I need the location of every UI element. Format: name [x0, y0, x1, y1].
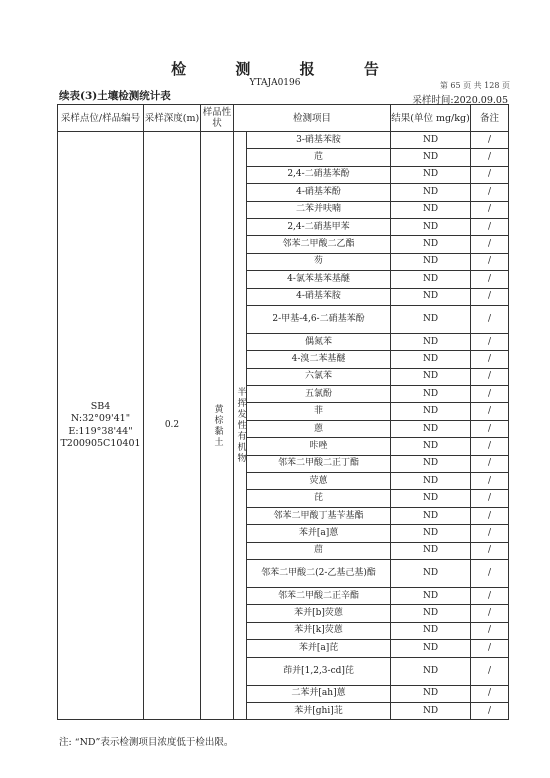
result-cell: ND	[391, 542, 471, 559]
result-cell: ND	[391, 622, 471, 639]
table-title: 续表(3)土壤检测统计表	[59, 90, 171, 102]
result-cell: ND	[391, 473, 471, 490]
note-cell: /	[471, 386, 509, 403]
result-cell: ND	[391, 587, 471, 604]
item-cell: 邻苯二甲酸二正丁酯	[247, 455, 391, 472]
table-row	[58, 132, 509, 149]
result-cell: ND	[391, 288, 471, 305]
note-cell: /	[471, 702, 509, 719]
note-cell: /	[471, 184, 509, 201]
note-cell: /	[471, 149, 509, 166]
note-cell: /	[471, 201, 509, 218]
note-cell: /	[471, 490, 509, 507]
page-number: 第 65 页 共 128 页	[439, 81, 510, 90]
sample-line2: N:32°09'41"	[70, 413, 131, 425]
results-table	[57, 104, 509, 720]
result-cell: ND	[391, 305, 471, 333]
result-cell: ND	[391, 236, 471, 253]
col-header-sample: 采样点位/样品编号	[58, 105, 144, 132]
note-cell: /	[471, 368, 509, 385]
item-cell: 2,4-二硝基甲苯	[247, 218, 391, 235]
note-cell: /	[471, 525, 509, 542]
col-header-result: 结果(单位 mg/kg)	[391, 105, 471, 132]
note-cell: /	[471, 288, 509, 305]
note-cell: /	[471, 132, 509, 149]
result-cell: ND	[391, 685, 471, 702]
table-body	[58, 132, 509, 720]
note-cell: /	[471, 166, 509, 183]
result-cell: ND	[391, 201, 471, 218]
sample-line1: SB4	[90, 400, 111, 412]
sample-line4: T200905C10401	[60, 438, 141, 450]
item-cell: 五氯酚	[247, 386, 391, 403]
result-cell: ND	[391, 507, 471, 524]
item-cell: 苊	[247, 149, 391, 166]
note-cell: /	[471, 305, 509, 333]
note-cell: /	[471, 271, 509, 288]
result-cell: ND	[391, 271, 471, 288]
note-cell: /	[471, 236, 509, 253]
note-cell: /	[471, 438, 509, 455]
footnote: 注: “ND”表示检测项目浓度低于检出限。	[59, 737, 234, 748]
note-cell: /	[471, 403, 509, 420]
item-cell: 邻苯二甲酸二正辛酯	[247, 587, 391, 604]
result-cell: ND	[391, 132, 471, 149]
item-cell: 二苯并[ah]蒽	[247, 685, 391, 702]
category-text: 半挥发性有机物	[235, 387, 246, 465]
sample-line3: E:119°38'44"	[68, 425, 133, 437]
item-cell: 邻苯二甲酸二乙酯	[247, 236, 391, 253]
note-cell: /	[471, 455, 509, 472]
note-cell: /	[471, 420, 509, 437]
item-cell: 2,4-二硝基苯酚	[247, 166, 391, 183]
result-cell: ND	[391, 351, 471, 368]
note-cell: /	[471, 218, 509, 235]
result-cell: ND	[391, 455, 471, 472]
item-cell: 荧蒽	[247, 473, 391, 490]
note-cell: /	[471, 640, 509, 657]
col-header-depth: 采样深度(m)	[144, 105, 201, 132]
item-cell: 二苯并呋喃	[247, 201, 391, 218]
result-cell: ND	[391, 403, 471, 420]
item-cell: 偶氮苯	[247, 333, 391, 350]
result-cell: ND	[391, 640, 471, 657]
item-cell: 苯并[a]蒽	[247, 525, 391, 542]
note-cell: /	[471, 253, 509, 270]
sample-cell	[58, 132, 144, 720]
item-cell: 䓛	[247, 542, 391, 559]
item-cell: 咔唑	[247, 438, 391, 455]
note-cell: /	[471, 473, 509, 490]
item-cell: 苯并[b]荧蒽	[247, 605, 391, 622]
item-cell: 4-硝基苯胺	[247, 288, 391, 305]
item-cell: 蒽	[247, 420, 391, 437]
result-cell: ND	[391, 333, 471, 350]
result-cell: ND	[391, 184, 471, 201]
depth-cell: 0.2	[144, 132, 201, 720]
item-cell: 芴	[247, 253, 391, 270]
item-cell: 4-溴二苯基醚	[247, 351, 391, 368]
result-cell: ND	[391, 386, 471, 403]
result-cell: ND	[391, 149, 471, 166]
result-cell: ND	[391, 218, 471, 235]
col-header-note: 备注	[471, 105, 509, 132]
note-cell: /	[471, 605, 509, 622]
note-cell: /	[471, 351, 509, 368]
property-text: 黄棕黏土	[212, 403, 223, 448]
item-cell: 3-硝基苯胺	[247, 132, 391, 149]
item-cell: 茚并[1,2,3-cd]芘	[247, 657, 391, 685]
result-cell: ND	[391, 605, 471, 622]
table-header-row	[58, 105, 509, 132]
item-cell: 2-甲基-4,6-二硝基苯酚	[247, 305, 391, 333]
result-cell: ND	[391, 702, 471, 719]
item-cell: 4-氯苯基苯基醚	[247, 271, 391, 288]
note-cell: /	[471, 542, 509, 559]
note-cell: /	[471, 622, 509, 639]
item-cell: 4-硝基苯酚	[247, 184, 391, 201]
note-cell: /	[471, 333, 509, 350]
result-cell: ND	[391, 559, 471, 587]
item-cell: 苯并[a]芘	[247, 640, 391, 657]
note-cell: /	[471, 507, 509, 524]
note-cell: /	[471, 559, 509, 587]
note-cell: /	[471, 587, 509, 604]
result-cell: ND	[391, 166, 471, 183]
col-header-item: 检测项目	[234, 105, 391, 132]
note-cell: /	[471, 657, 509, 685]
result-cell: ND	[391, 253, 471, 270]
col-header-property: 样品性状	[201, 105, 234, 132]
result-cell: ND	[391, 490, 471, 507]
result-cell: ND	[391, 420, 471, 437]
item-cell: 邻苯二甲酸丁基苄基酯	[247, 507, 391, 524]
result-cell: ND	[391, 368, 471, 385]
item-cell: 六氯苯	[247, 368, 391, 385]
item-cell: 邻苯二甲酸二(2-乙基己基)酯	[247, 559, 391, 587]
result-cell: ND	[391, 525, 471, 542]
item-cell: 芘	[247, 490, 391, 507]
report-title: 检 测 报 告	[171, 60, 401, 78]
item-cell: 菲	[247, 403, 391, 420]
note-cell: /	[471, 685, 509, 702]
result-cell: ND	[391, 438, 471, 455]
category-cell	[234, 132, 247, 720]
item-cell: 苯并[ghi]苝	[247, 702, 391, 719]
item-cell: 苯并[k]荧蒽	[247, 622, 391, 639]
report-code: YTAJA0196	[249, 78, 301, 88]
sample-time: 采样时间:2020.09.05	[412, 95, 508, 106]
result-cell: ND	[391, 657, 471, 685]
property-cell	[201, 132, 234, 720]
